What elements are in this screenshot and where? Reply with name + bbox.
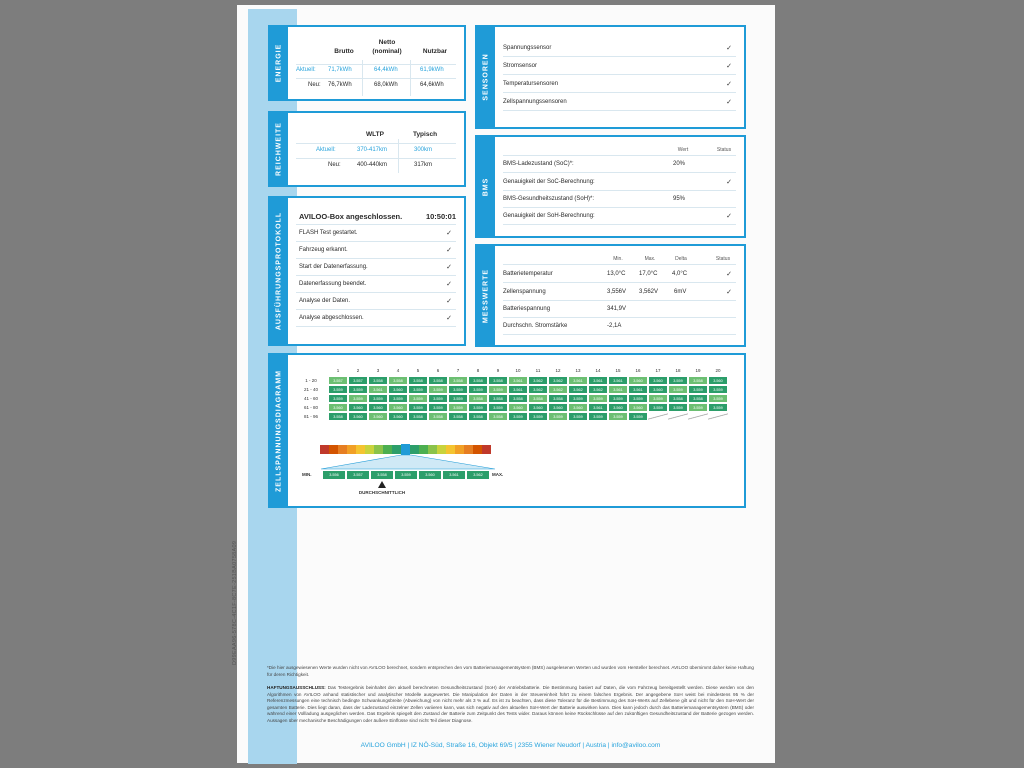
reichweite-row-label: Neu: <box>328 162 341 168</box>
document-id: D99EAA96-578C-4C1F-8C7E-251BA0758A09 <box>232 540 238 665</box>
color-scale-segment <box>437 445 446 454</box>
reichweite-header-typisch: Typisch <box>412 131 438 138</box>
cell-voltage: 3.561 <box>608 385 628 394</box>
bms-tab: BMS <box>477 137 495 236</box>
grid-column-number: 9 <box>496 368 500 373</box>
cell-voltage: 3.560 <box>508 403 528 412</box>
cell-voltage: 3.559 <box>588 394 608 403</box>
cell-voltage: 3.559 <box>428 394 448 403</box>
cell-voltage: 3.558 <box>388 376 408 385</box>
disclaimer-title: HAFTUNGSAUSSCHLUSS: <box>267 685 326 690</box>
scale-value: 3.562 <box>466 470 490 480</box>
color-scale-segment <box>473 445 482 454</box>
grid-row-label: 21 - 40 <box>303 387 318 392</box>
cell-voltage: 3.559 <box>448 385 468 394</box>
cell-voltage: 3.560 <box>628 403 648 412</box>
cell-voltage: 3.558 <box>528 394 548 403</box>
cell-voltage: 3.560 <box>628 376 648 385</box>
scale-min-label: MIN. <box>302 472 312 477</box>
bms-row-label: Genauigkeit der SoH-Berechnung: <box>503 213 595 219</box>
scale-value: 3.557 <box>346 470 370 480</box>
messwerte-max: 3,562V <box>639 289 659 295</box>
cell-voltage: 3.557 <box>328 376 348 385</box>
energie-value: 64,4kWh <box>374 67 398 73</box>
cell-voltage: 3.559 <box>588 412 608 421</box>
grid-column-number: 17 <box>655 368 661 373</box>
bms-row-label: BMS-Gesundheitszustand (SoH)*: <box>503 196 595 202</box>
color-scale-segment <box>428 445 437 454</box>
cell-voltage: 3.558 <box>668 394 688 403</box>
reichweite-header-wltp: WLTP <box>366 131 384 138</box>
energie-row-label: Neu: <box>308 82 321 88</box>
cell-voltage: 3.558 <box>328 412 348 421</box>
scale-value: 3.561 <box>442 470 466 480</box>
energie-header-nutzbar: Nutzbar <box>422 48 448 55</box>
cell-voltage: 3.558 <box>688 376 708 385</box>
cell-voltage: 3.561 <box>608 376 628 385</box>
disclaimer <box>267 685 754 725</box>
cell-voltage: 3.558 <box>428 412 448 421</box>
cell-voltage: 3.559 <box>448 394 468 403</box>
cell-voltage: 3.559 <box>688 403 708 412</box>
grid-column-number: 4 <box>396 368 400 373</box>
protokoll-item: Analyse abgeschlossen. <box>299 315 364 321</box>
cell-voltage: 3.560 <box>648 376 668 385</box>
messwerte-min: 13,0°C <box>607 271 626 277</box>
grid-column-number: 2 <box>356 368 360 373</box>
cell-voltage <box>648 412 668 421</box>
cell-voltage: 3.562 <box>568 385 588 394</box>
reichweite-tab: REICHWEITE <box>270 113 288 185</box>
messwerte-header-status: Status <box>715 256 731 262</box>
cell-voltage: 3.559 <box>628 412 648 421</box>
bms-header-status: Status <box>716 147 732 153</box>
protokoll-item: Analyse der Daten. <box>299 298 351 304</box>
cell-voltage: 3.559 <box>648 403 668 412</box>
bms-value: 95% <box>673 196 686 202</box>
cell-voltage: 3.559 <box>708 403 728 412</box>
cell-voltage: 3.559 <box>568 412 588 421</box>
cell-voltage: 3.557 <box>348 376 368 385</box>
energie-header-brutto: Brutto <box>334 48 354 55</box>
grid-column-number: 10 <box>515 368 521 373</box>
grid-column-number: 16 <box>635 368 641 373</box>
grid-column-number: 8 <box>476 368 480 373</box>
footer-address: AVILOO GmbH | IZ NÖ-Süd, Straße 16, Objekt 69/5 | 2355 Wiener Neudorf | Austria | info@aviloo.com <box>360 742 661 749</box>
cell-voltage: 3.560 <box>608 403 628 412</box>
messwerte-header-delta: Delta <box>675 256 687 262</box>
reichweite-value: 400-440km <box>357 162 388 168</box>
check-icon: ✓ <box>446 298 452 305</box>
messwerte-row-label: Batteriespannung <box>503 306 551 312</box>
bms-header-wert: Wert <box>677 147 689 153</box>
energie-value: 76,7kWh <box>328 82 352 88</box>
energie-value: 64,6kWh <box>420 82 444 88</box>
sensor-item: Spannungssensor <box>503 45 552 51</box>
check-icon: ✓ <box>446 315 452 322</box>
check-icon: ✓ <box>446 264 452 271</box>
cell-voltage: 3.561 <box>508 385 528 394</box>
scale-value: 3.560 <box>418 470 442 480</box>
color-scale-segment <box>455 445 464 454</box>
reichweite-row-label: Aktuell: <box>316 147 336 153</box>
check-icon: ✓ <box>726 81 732 88</box>
bms-row-label: Genauigkeit der SoC-Berechnung: <box>503 179 595 185</box>
protokoll-tab: AUSFÜHRUNGSPROTOKOLL <box>270 198 288 344</box>
cell-voltage: 3.560 <box>368 412 388 421</box>
messwerte-row-label: Zellenspannung <box>503 289 546 295</box>
bms-card <box>475 135 746 238</box>
cell-voltage: 3.559 <box>608 394 628 403</box>
cell-voltage: 3.559 <box>668 403 688 412</box>
messwerte-card <box>475 244 746 347</box>
cell-voltage: 3.561 <box>628 385 648 394</box>
messwerte-row-label: Batterietemperatur <box>503 271 553 277</box>
cell-voltage: 3.559 <box>488 403 508 412</box>
cell-voltage: 3.558 <box>448 412 468 421</box>
disclaimer-text: Das Testergebnis beinhaltet den aktuell berechneten Gesundheitszustand (SoH) der Antriebsbatterie. Die Bestimmung basiert auf Daten, die vom Fahrzeug bereitgestellt werden. Diese werden von den Algorithmen von AVILOO anhand statistischer und analytischer Modelle ausgewertet. Die Manipulation der Daten in der Steuereinheit führt zu einem falschen Ergebnis. Der angegebene SoH weist bei mindestens 95 % der Referenzmessungen eine technisch bedingte Schwankungsbreite (Abweichung) von nicht mehr als 3 % auf. Es ist zu beachten, dass diese Toleranz für die Bestimmung des SoH-Werts auf Zellebene gilt und nicht für den SoH-Wert der gesamten Batterie. Dies liegt daran, dass der Ladezustand einzelner Zellen variieren kann, was sich negativ auf den aktuellen SoH-Wert der Batterie auswirken kann. Dies kann jedoch durch das Batteriemanagementsystem (BMS) oder während einer Vollladung ausgeglichen werden. Das Ergebnis spiegelt den Zustand der Batterie zum Zeitpunkt des Tests wider. Daraus können keine Rückschlüsse auf den zukünftigen Gesundheitszustand der Batterie gezogen werden. Aussagen über mechanische Beschädigungen oder äußere Einflüsse sind nicht Teil dieser Diagnose. <box>267 685 754 723</box>
cell-voltage: 3.559 <box>708 394 728 403</box>
footnote: *Die hier ausgewiesenen Werte wurden nicht von AVILOO berechnet, sondern entsprechen den vom Batteriemanagementsystem (BMS) ausgelesenen Werten und wurden vom Hersteller berechnet. AVILOO übernimmt daher keine Haftung für deren Richtigkeit. <box>267 665 754 677</box>
grid-column-number: 19 <box>695 368 701 373</box>
color-scale-segment <box>392 445 401 454</box>
sensor-item: Stromsensor <box>503 63 538 69</box>
zellspannung-card <box>268 353 746 508</box>
cell-voltage: 3.561 <box>568 376 588 385</box>
color-scale-segment <box>338 445 347 454</box>
messwerte-row-label: Durchschn. Stromstärke <box>503 323 568 329</box>
color-scale-segment <box>356 445 365 454</box>
cell-voltage: 3.562 <box>588 385 608 394</box>
protokoll-card <box>268 196 466 346</box>
cell-voltage: 3.562 <box>548 385 568 394</box>
cell-voltage: 3.560 <box>328 403 348 412</box>
cell-voltage: 3.558 <box>468 394 488 403</box>
cell-voltage: 3.558 <box>368 376 388 385</box>
messwerte-header-max: Max. <box>644 256 656 262</box>
grid-column-number: 11 <box>535 368 541 373</box>
reichweite-card <box>268 111 466 187</box>
reichweite-value: 317km <box>414 162 433 168</box>
cell-voltage: 3.559 <box>668 376 688 385</box>
cell-voltage: 3.558 <box>688 394 708 403</box>
color-scale-segment <box>374 445 383 454</box>
grid-row-label: 41 - 60 <box>303 396 318 401</box>
energie-value: 68,0kWh <box>374 82 398 88</box>
color-scale-segment <box>383 445 392 454</box>
messwerte-min: -2,1A <box>607 323 622 329</box>
cell-voltage: 3.558 <box>408 412 428 421</box>
average-label: DURCHSCHNITTLICH <box>358 490 406 495</box>
report-page <box>232 5 775 763</box>
protokoll-time: 10:50:01 <box>425 212 456 221</box>
cell-voltage: 3.560 <box>368 403 388 412</box>
check-icon: ✓ <box>726 179 732 186</box>
sensor-item: Zellspannungssensoren <box>503 99 567 105</box>
average-marker-icon <box>378 481 386 488</box>
color-scale-segment <box>464 445 473 454</box>
grid-column-number: 13 <box>575 368 581 373</box>
cell-voltage: 3.561 <box>368 385 388 394</box>
protokoll-item: Datenerfassung beendet. <box>299 281 367 287</box>
messwerte-max: 17,0°C <box>639 271 658 277</box>
cell-voltage: 3.559 <box>428 403 448 412</box>
energie-value: 71,7kWh <box>328 67 352 73</box>
reichweite-value: 300km <box>414 147 433 153</box>
cell-voltage: 3.559 <box>328 385 348 394</box>
cell-voltage: 3.562 <box>548 376 568 385</box>
grid-column-number: 5 <box>416 368 420 373</box>
cell-voltage: 3.559 <box>548 412 568 421</box>
cell-voltage: 3.560 <box>528 403 548 412</box>
cell-voltage: 3.560 <box>348 412 368 421</box>
cell-voltage: 3.560 <box>348 403 368 412</box>
scale-value: 3.558 <box>370 470 394 480</box>
cell-voltage <box>668 412 688 421</box>
cell-voltage: 3.560 <box>388 403 408 412</box>
cell-voltage: 3.559 <box>688 385 708 394</box>
messwerte-header-min: Min. <box>613 256 623 262</box>
scale-max-label: MAX. <box>492 472 504 477</box>
cell-voltage: 3.558 <box>548 394 568 403</box>
cell-voltage: 3.559 <box>508 412 528 421</box>
cell-voltage: 3.559 <box>568 394 588 403</box>
messwerte-delta: 6mV <box>674 289 687 295</box>
cell-voltage: 3.559 <box>708 385 728 394</box>
check-icon: ✓ <box>726 213 732 220</box>
check-icon: ✓ <box>726 99 732 106</box>
energie-header-netto: Netto (nominal) <box>372 39 402 55</box>
cell-voltage: 3.559 <box>528 412 548 421</box>
grid-column-number: 20 <box>715 368 721 373</box>
color-scale-segment <box>410 445 419 454</box>
cell-voltage: 3.561 <box>588 376 608 385</box>
protokoll-item: FLASH Test gestartet. <box>299 230 358 236</box>
cell-voltage: 3.559 <box>348 394 368 403</box>
check-icon: ✓ <box>726 45 732 52</box>
cell-voltage: 3.559 <box>648 394 668 403</box>
bms-value: 20% <box>673 161 686 167</box>
cell-voltage: 3.559 <box>668 385 688 394</box>
cell-voltage: 3.558 <box>488 412 508 421</box>
check-icon: ✓ <box>446 247 452 254</box>
check-icon: ✓ <box>726 289 732 296</box>
cell-voltage: 3.561 <box>508 376 528 385</box>
sensoren-card <box>475 25 746 129</box>
cell-voltage: 3.562 <box>528 385 548 394</box>
scale-value: 3.556 <box>322 470 346 480</box>
cell-voltage: 3.560 <box>548 403 568 412</box>
grid-column-number: 14 <box>595 368 601 373</box>
energie-tab: ENERGIE <box>270 27 288 99</box>
cell-voltage: 3.558 <box>508 394 528 403</box>
cell-voltage: 3.560 <box>388 385 408 394</box>
messwerte-min: 341,9V <box>607 306 627 312</box>
cell-voltage: 3.559 <box>448 403 468 412</box>
sensor-item: Temperatursensoren <box>503 81 559 87</box>
cell-voltage: 3.562 <box>528 376 548 385</box>
messwerte-min: 3,556V <box>607 289 627 295</box>
cell-voltage: 3.558 <box>468 376 488 385</box>
cell-voltage: 3.558 <box>468 412 488 421</box>
cell-voltage: 3.559 <box>628 394 648 403</box>
cell-voltage: 3.558 <box>488 376 508 385</box>
cell-voltage <box>708 412 728 421</box>
cell-voltage: 3.559 <box>368 394 388 403</box>
cell-voltage: 3.559 <box>348 385 368 394</box>
cell-voltage: 3.558 <box>488 394 508 403</box>
cell-voltage: 3.558 <box>408 376 428 385</box>
grid-column-number: 18 <box>675 368 681 373</box>
protokoll-item: Start der Datenerfassung. <box>299 264 368 270</box>
cell-voltage: 3.558 <box>428 376 448 385</box>
cell-voltage: 3.559 <box>428 385 448 394</box>
cell-voltage: 3.558 <box>448 376 468 385</box>
cell-voltage: 3.561 <box>588 403 608 412</box>
cell-voltage: 3.560 <box>388 412 408 421</box>
cell-voltage: 3.559 <box>388 394 408 403</box>
cell-voltage: 3.559 <box>488 385 508 394</box>
cell-voltage: 3.559 <box>328 394 348 403</box>
cell-voltage: 3.559 <box>608 412 628 421</box>
color-scale-segment <box>320 445 329 454</box>
zell-tab: ZELLSPANNUNGSDIAGRAMM <box>270 355 288 506</box>
scale-value: 3.559 <box>394 470 418 480</box>
color-scale-segment <box>419 445 428 454</box>
color-scale-segment <box>329 445 338 454</box>
messwerte-tab: MESSWERTE <box>477 246 495 345</box>
check-icon: ✓ <box>446 281 452 288</box>
energie-row-label: Aktuell: <box>296 67 316 73</box>
sensoren-tab: SENSOREN <box>477 27 495 127</box>
reichweite-value: 370-417km <box>357 147 388 153</box>
cell-voltage: 3.560 <box>568 403 588 412</box>
cell-voltage: 3.560 <box>648 385 668 394</box>
color-scale-segment <box>446 445 455 454</box>
cell-voltage: 3.559 <box>408 403 428 412</box>
cell-voltage <box>688 412 708 421</box>
grid-row-label: 1 - 20 <box>305 378 317 383</box>
zoom-funnel-shape <box>321 455 495 469</box>
cell-voltage: 3.560 <box>708 376 728 385</box>
cell-voltage: 3.559 <box>468 403 488 412</box>
grid-column-number: 15 <box>615 368 621 373</box>
color-scale-segment <box>347 445 356 454</box>
messwerte-delta: 4,0°C <box>672 271 688 277</box>
energie-card <box>268 25 466 101</box>
protokoll-item: Fahrzeug erkannt. <box>299 247 348 253</box>
color-scale-segment <box>365 445 374 454</box>
check-icon: ✓ <box>726 63 732 70</box>
color-scale-segment <box>482 445 491 454</box>
cell-voltage: 3.559 <box>468 385 488 394</box>
zoom-funnel <box>296 455 496 470</box>
grid-row-label: 61 - 80 <box>303 405 318 410</box>
grid-column-number: 1 <box>336 368 340 373</box>
energie-value: 61,9kWh <box>420 67 444 73</box>
protokoll-title: AVILOO-Box angeschlossen. <box>299 212 403 221</box>
bms-row-label: BMS-Ladezustand (SoC)*: <box>503 161 574 167</box>
grid-column-number: 3 <box>376 368 380 373</box>
check-icon: ✓ <box>446 230 452 237</box>
cell-voltage: 3.559 <box>408 394 428 403</box>
grid-column-number: 6 <box>436 368 440 373</box>
check-icon: ✓ <box>726 271 732 278</box>
cell-voltage: 3.559 <box>408 385 428 394</box>
grid-column-number: 12 <box>555 368 561 373</box>
grid-column-number: 7 <box>456 368 460 373</box>
grid-row-label: 81 - 96 <box>303 414 318 419</box>
